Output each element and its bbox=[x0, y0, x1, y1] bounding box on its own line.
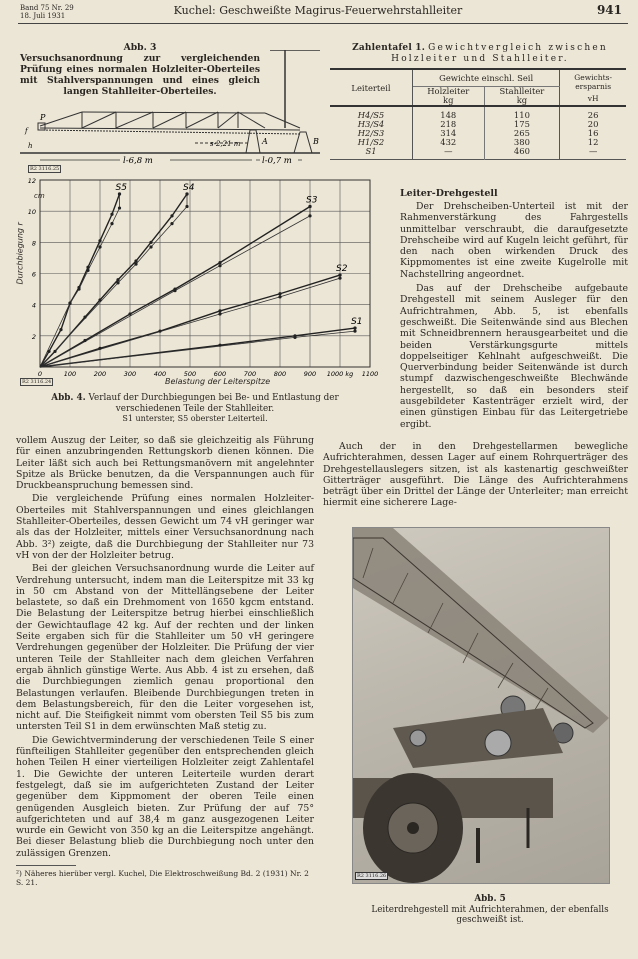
ladder-truss bbox=[40, 112, 300, 134]
fig3-caption: Versuchsanordnung zur vergleichenden Prüfung eines normalen Holzleiter-Oberteiles mit Stahlverspannungen und eines gleich langen Stahlleiter-Oberteiles. bbox=[20, 53, 260, 97]
paragraph: Die vergleichende Prüfung eines normalen Holzleiter-Oberteiles mit Stahlverspannungen und eines gleichlangen Stahlleiter-Oberteiles, dessen Gewicht um 74 vH geringer war als das der Holzleiter, mittels einer Versuchsanordnung nach Abb. 3²) zeigte, daß die Durchbiegung der Stahlleiter nur 73 vH von der der Holzleiter betrug. bbox=[16, 493, 314, 561]
label-f: f bbox=[25, 127, 28, 135]
cell-saving: 16 bbox=[587, 128, 599, 138]
ladder-body bbox=[353, 528, 609, 733]
y-tick-label: 10 bbox=[27, 208, 36, 217]
fire-ladder-turntable-image bbox=[353, 528, 609, 883]
page-number: 941 bbox=[596, 3, 622, 17]
y-tick-label: 6 bbox=[31, 270, 36, 279]
x-tick-label: 900 bbox=[303, 370, 317, 378]
data-point bbox=[98, 347, 101, 350]
paragraph: Das auf der Drehscheibe aufgebaute Drehgestell mit seinem Ausleger für den Aufrichtrahmen, Abb. 5, ist ebenfalls geschweißt. Die Seitenwände sind aus Blechen mit Schneidbrennern herausgearbeitet und die beiden Verstärkungsgurte mittels doppelseitiger Kehlnaht aufgeschweißt. Die Querverbindung beider Seitenwände ist durch stumpf dazwischengeschweißte Blechwände hergestellt, so daß ein besonders steif ausgebildeter Kastenträger erzielt wird, der einen günstigen Einbau für das Leitergetriebe ergibt. bbox=[400, 283, 628, 430]
fig3-stamp: R2 3116.25 bbox=[30, 166, 60, 172]
data-point bbox=[278, 292, 281, 295]
data-point bbox=[98, 239, 101, 242]
x-tick-label: 600 bbox=[213, 370, 227, 378]
fig4-subcaption: S1 unterster, S5 oberster Leiterteil. bbox=[122, 414, 268, 423]
fig5-stamp: R2 3116.26 bbox=[357, 873, 387, 879]
data-point bbox=[353, 330, 356, 333]
data-point bbox=[173, 289, 176, 292]
label-l: l-6,8 m bbox=[123, 156, 153, 165]
series-label: S2 bbox=[336, 264, 348, 275]
series-label: S4 bbox=[183, 183, 195, 194]
x-tick-label: 200 bbox=[93, 370, 107, 378]
issue-info bbox=[20, 4, 74, 20]
y-tick-label: 8 bbox=[31, 239, 36, 248]
cell-wood: 218 bbox=[413, 120, 485, 129]
x-tick-label: 700 bbox=[243, 370, 257, 378]
x-tick-label: 800 bbox=[273, 370, 287, 378]
paragraph: Der Drehscheiben-Unterteil ist mit der Rahmenverstärkung des Fahrgestells unmittelbar verschraubt, die daraufgesetzte Drehscheibe wird auf Kugeln leicht geführt, für den nach oben wirkenden Druck des Kippmomentes ist eine zweite Kugelrolle mit Nachstellring angeordnet. bbox=[400, 201, 628, 280]
data-point bbox=[77, 287, 80, 290]
chart-ylabel: Durchbiegung r bbox=[15, 222, 25, 285]
lamp bbox=[410, 730, 426, 746]
weight-table-block bbox=[330, 43, 630, 160]
cell-wood: 314 bbox=[413, 129, 485, 138]
col-header-steel-label: Stahlleiter bbox=[499, 86, 545, 96]
running-title: Kuchel: Geschweißte Magirus-Feuerwehrstahlleiter bbox=[173, 4, 463, 17]
label-b: B bbox=[313, 137, 319, 146]
cell-steel: 110 bbox=[484, 106, 560, 120]
wheel-hub bbox=[407, 822, 419, 834]
fig5-photo bbox=[352, 527, 610, 884]
x-tick-label: 100 bbox=[63, 370, 77, 378]
unit-pct: vH bbox=[587, 93, 599, 103]
footnote-rule bbox=[16, 865, 76, 866]
table-body bbox=[330, 106, 626, 160]
fig5-caption-block bbox=[360, 894, 620, 926]
data-point bbox=[98, 298, 101, 301]
data-point bbox=[158, 330, 161, 333]
series-label: S1 bbox=[351, 317, 363, 328]
table-row bbox=[330, 106, 626, 120]
fig5-label: Abb. 5 bbox=[474, 894, 506, 904]
load-weight bbox=[38, 123, 45, 130]
fig4-label: Abb. 4. bbox=[51, 393, 86, 403]
data-point bbox=[118, 206, 121, 209]
paragraph: vollem Auszug der Leiter, so daß sie gleichzeitig als Führung für einen anzubringenden Rettungskorb dienen können. Die Leiter läßt sich auch bei Rettungsmanövern mit angelehnter Spitze als Brücke benutzen, da die Verspannungen auch für Druckbeanspruchung bemessen sind. bbox=[16, 435, 314, 492]
weight-table bbox=[330, 68, 626, 160]
cell-part: H3/S4 bbox=[330, 120, 413, 129]
cell-part: H2/S3 bbox=[330, 129, 413, 138]
table-row bbox=[330, 147, 626, 160]
cell-steel: 380 bbox=[484, 138, 560, 147]
data-point bbox=[170, 214, 173, 217]
fig4-caption: Verlauf der Durchbiegungen bei Be- und Entlastung der verschiedenen Teile der Stahlleiter. bbox=[88, 393, 339, 414]
data-point bbox=[53, 350, 56, 353]
data-point bbox=[47, 350, 50, 353]
series-label: S3 bbox=[306, 195, 318, 206]
unit-kg: kg bbox=[443, 95, 454, 105]
footnote: ²) Näheres hierüber vergl. Kuchel, Die Elektroschweißung Bd. 2 (1931) Nr. 2 S. 21. bbox=[16, 868, 309, 887]
volume-number: Band 75 Nr. 29 bbox=[20, 4, 74, 12]
paragraph: Auch der in den Drehgestellarmen bewegliche Aufrichterahmen, dessen Lager auf einem Rohrquerträger des Drehgestellauslegers sitzen, ist als kastenartig geschweißter Gitterträger ausgeführt. Die Länge des Aufrichterahmens beträgt über ein Drittel der Länge der Unterleiter; man erreicht hiermit eine sicherere Lage- bbox=[323, 441, 628, 509]
x-tick-label: 300 bbox=[123, 370, 137, 378]
fig5-caption: Leiterdrehgestell mit Aufrichterahmen, der ebenfalls geschweißt ist. bbox=[371, 904, 609, 925]
table-title: Gewichtvergleich zwischen Holzleiter und Stahlleiter. bbox=[391, 43, 608, 64]
unit-kg: kg bbox=[516, 95, 528, 105]
cell-part: S1 bbox=[330, 147, 413, 160]
cell-steel: 175 bbox=[484, 120, 560, 129]
x-tick-label: 1100 bbox=[361, 370, 379, 378]
x-tick-label: 0 bbox=[37, 370, 43, 378]
header-rule bbox=[18, 23, 628, 24]
cell-wood: 432 bbox=[413, 138, 485, 147]
data-point bbox=[128, 312, 131, 315]
data-point bbox=[116, 278, 119, 281]
data-point bbox=[218, 264, 221, 267]
label-s: s-2,21 m bbox=[210, 140, 241, 148]
data-point bbox=[218, 261, 221, 264]
data-point bbox=[149, 241, 152, 244]
fig3-diagram bbox=[20, 50, 320, 165]
data-point bbox=[218, 309, 221, 312]
support-b bbox=[294, 132, 312, 153]
right-column bbox=[400, 188, 628, 430]
data-point bbox=[218, 344, 221, 347]
section-heading: Leiter-Drehgestell bbox=[400, 188, 498, 199]
cell-saving: 20 bbox=[587, 119, 599, 129]
cell-saving: 12 bbox=[587, 137, 599, 147]
col-header-wood bbox=[413, 87, 485, 107]
cell-steel: 460 bbox=[484, 147, 560, 160]
data-point bbox=[338, 277, 341, 280]
data-point bbox=[170, 222, 173, 225]
data-point bbox=[149, 245, 152, 248]
data-point bbox=[83, 339, 86, 342]
x-tick-label: 400 bbox=[153, 370, 167, 378]
y-tick-label: 4 bbox=[31, 301, 36, 310]
data-point bbox=[308, 214, 311, 217]
fig3-label: Abb. 3 bbox=[123, 42, 157, 53]
fig4-caption-block bbox=[35, 393, 355, 425]
right-wide-paragraph bbox=[323, 441, 628, 509]
cell-part: H4/S5 bbox=[330, 106, 413, 120]
data-point bbox=[98, 245, 101, 248]
chart-yunit: cm bbox=[34, 192, 45, 200]
col-header-wood-label: Holzleiter bbox=[427, 86, 470, 96]
data-point bbox=[59, 328, 62, 331]
label-a: A bbox=[262, 137, 268, 146]
chart-stamp: R2 3116.24 bbox=[22, 379, 52, 385]
data-point bbox=[68, 302, 71, 305]
data-point bbox=[293, 336, 296, 339]
y-tick-label: 2 bbox=[31, 332, 36, 341]
col-header-saving-label: Gewichts-ersparnis bbox=[574, 72, 612, 91]
paragraph: Die Gewichtverminderung der verschiedenen Teile S einer fünfteiligen Stahlleiter gegenüber den entsprechenden gleich hohen Teilen H einer vierteiligen Holzleiter zeigt Zahlentafel 1. Die Gewichte der unteren Leiterteile wurden derart festgelegt, daß sie im aufgerichteten Zustand der Leiter gegenüber dem Kippmoment der oberen Teile einen genügenden Ausgleich bieten. Zur Prüfung der auf 75° aufgerichteten und auf 38,4 m ganz ausgezogenen Leiter wurde ein Gewicht von 350 kg an die Leiterspitze angehängt. Bei dieser Belastung blieb die Durchbiegung noch unter den zulässigen Grenzen. bbox=[16, 734, 314, 859]
x-tick-label: 1000 kg bbox=[326, 370, 354, 378]
label-p: P bbox=[40, 113, 46, 122]
data-point bbox=[218, 312, 221, 315]
left-column bbox=[16, 435, 314, 887]
series-line-unloading-S5 bbox=[40, 194, 120, 367]
data-point bbox=[116, 281, 119, 284]
cell-wood: — bbox=[413, 147, 485, 160]
data-point bbox=[110, 222, 113, 225]
cell-steel: 265 bbox=[484, 129, 560, 138]
data-point bbox=[86, 266, 89, 269]
data-point bbox=[83, 316, 86, 319]
cell-saving: 26 bbox=[587, 110, 599, 120]
data-point bbox=[185, 205, 188, 208]
data-point bbox=[110, 213, 113, 216]
label-h: h bbox=[28, 142, 33, 150]
issue-date: 18. Juli 1931 bbox=[20, 12, 66, 20]
data-point bbox=[134, 263, 137, 266]
gauge bbox=[485, 730, 511, 756]
x-tick-label: 500 bbox=[183, 370, 197, 378]
data-point bbox=[134, 259, 137, 262]
cell-saving: — bbox=[588, 146, 598, 156]
series-label: S5 bbox=[115, 183, 127, 194]
col-header-saving bbox=[560, 69, 626, 106]
data-point bbox=[86, 269, 89, 272]
table-number: Zahlentafel 1. bbox=[352, 43, 426, 53]
col-header-steel bbox=[484, 87, 560, 107]
cell-part: H1/S2 bbox=[330, 138, 413, 147]
col-header-part: Leiterteil bbox=[330, 69, 413, 106]
label-l2: l-0,7 m bbox=[262, 156, 292, 165]
data-point bbox=[278, 295, 281, 298]
paragraph: Bei der gleichen Versuchsanordnung wurde die Leiter auf Verdrehung untersucht, indem man die Leiterspitze mit 33 kg in 50 cm Abstand von der Mittellängsebene der Leiter belastete, so daß ein Drehmoment von 1650 kgcm entstand. Die Belastung der Leiterspitze betrug hierbei einschließlich der Gewichtauflage 42 kg. Auf der rechten und der linken Seite ergaben sich für die Stahlleiter um 50 vH geringere Verdrehungen gegenüber der Holzleiter. Die Prüfung der vier unteren Teile der Stahlleiter nach dem gleichen Verfahren ergab ähnlich günstige Werte. Aus Abb. 4 ist zu ersehen, daß die Durchbiegungen ziemlich genau proportional den Belastungen verlaufen. Bleibende Durchbiegungen treten in dem Belastungsbereich, für den die Leiter vorgesehen ist, nicht auf. Die Steifigkeit nimmt vom obersten Teil S5 bis zum untersten Teil S1 in dem erwünschten Maß stetig zu. bbox=[16, 563, 314, 733]
col-header-group: Gewichte einschl. Seil bbox=[413, 69, 560, 87]
deflection-chart bbox=[10, 172, 390, 387]
chart-xlabel: Belastung der Leiterspitze bbox=[165, 377, 271, 386]
cell-wood: 148 bbox=[413, 106, 485, 120]
y-tick-label: 12 bbox=[27, 177, 36, 185]
